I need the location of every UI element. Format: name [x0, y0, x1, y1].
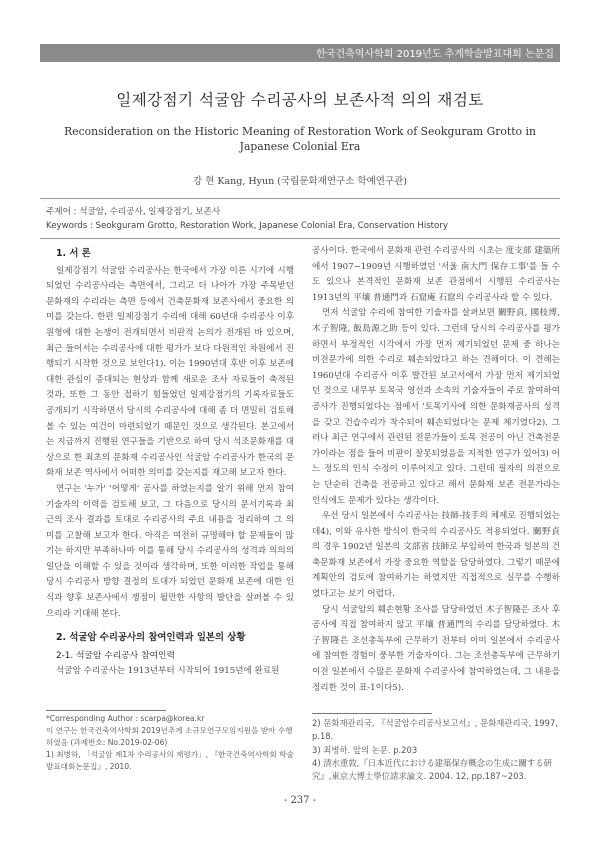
footnote-4: 4) 清水重敦,『日本近代における建築保存概念の生成に關する研究』,東京大博士學位請求論文. 2004. 12, pp.187~203.: [312, 757, 553, 782]
footnote-rule-left: [46, 710, 166, 711]
keywords-top-rule: [40, 198, 560, 199]
right-paragraph-4: 당시 석굴암의 훼손현황 조사를 담당하였던 木子智隆은 조사 후 공사에 직접 참여하지 않고 平壤 普通門의 수리를 담당하였다. 木子智隆은 조선총독부에 근무하기 전부터 이미 일본에서 수리공사에 참여한 경험이 풍부한 기술자이다. 그는 조선총독부에 근무하기 이전 일본에서 수많은 문화재 수리공사에 참여하였는데, 그 내용을 정리한 것이 표-1이다5).: [312, 604, 560, 693]
footnote-2: 2) 문화재관리국, 『석굴암수리공사보고서』, 문화재관리국, 1997, p.18.: [312, 718, 558, 742]
section2-paragraph-start: 석굴암 수리공사는 1913년부터 시작되어 1915년에 완료된: [56, 666, 280, 677]
footnote-1: 1) 최병하, 「석굴암 제1차 수리공사의 재평가」, 『한국건축역사학회 학술발표대회논문집』, 2010.: [46, 750, 294, 771]
section-heading-2: 2. 석굴암 수리공사의 참여인력과 일본의 상황: [56, 632, 246, 644]
paper-subtitle-english: Reconsideration on the Historic Meaning of Restoration Work of Seokguram Grotto in Japanese Colonial Era: [64, 125, 536, 153]
keywords-korean: 주제어 : 석굴암, 수리공사, 일제강점기, 보존사: [46, 207, 221, 217]
author-line: 강 현 Kang, Hyun (국립문화재연구소 학예연구관): [192, 176, 408, 187]
subsection-heading-2-1: 2-1. 석굴암 수리공사 참여인력: [56, 650, 176, 661]
right-text-column: [312, 244, 560, 696]
section-heading-introduction: 1. 서 론: [56, 248, 91, 259]
right-paragraph-2: 먼저 석굴암 수리에 참여한 기술자를 살펴보면 關野貞, 國枝博, 木子智隆, 飯島源之助 등이 있다. 그런데 당시의 수리공사를 평가하면서 부정적인 시각에서 가장 먼저 제기되었던 문제 중 하나는 비전문가에 의한 수리로 훼손되었다고 하는 견해이다. 이 견해는 1960년대 수리공사 이후 발간된 보고서에서 가장 먼저 제기되었던 것으로 내무부 토목국 영선과 소속의 기술자들이 주로 참여하여 공사가 진행되었다는 점에서 '토목기사에 의한 문화재공사의 성격을 갖고 건습수리가 착수되어 훼손되었다'는 문제 제기였다2). 그러나 최근 연구에서 관련된 전문가들이 토목 전공이 아닌 건축전문가이라는 점을 들어 비판이 잘못되었음을 지적한 연구가 있어3) 어느 정도의 인식 수정이 이루어지고 있다. 그런데 필자의 의견으로는 단순히 건축을 전공하고 있다고 해서 문화재 보존 전문가라는 인식에도 문제가 있다는 생각이다.: [312, 308, 560, 506]
footnotes-left: [46, 713, 296, 773]
right-paragraph-3: 우선 당시 일본에서 수리공사는 技師-技手의 체제로 진행되었는데4), 이와 유사한 방식이 한국의 수리공사도 적용되었다. 關野貞의 경우 1902년 일본의 文部省 技師로 부임하여 한국과 일본의 건축문화재 보존에서 가장 중요한 역할을 담당하였다. 그렇기 때문에 계획안의 검토에 참여하기는 하였지만 직접적으로 실무를 수행하였다고는 보기 어렵다.: [312, 511, 560, 600]
journal-header-text: 한국건축역사학회 2019년도 추계학술발표대회 논문집: [316, 49, 554, 60]
right-paragraph-1: 공사이다. 한국에서 문화재 관련 수리공사의 시초는 度支部 建築所에서 1907~1909년 시행하였던 '서울 南大門 保存工事'를 들 수도 있으나 본격적인 문화재 보존 관점에서 시행된 수리공사는 1913년의 平壤 普通門과 石窟庵 石窟의 수리공사라 할 수 있다.: [312, 246, 560, 303]
left-text-column: [46, 246, 294, 680]
footnotes-right: [312, 717, 562, 783]
footnote-corresponding-author: *Corresponding Author : scarpa@korea.kr: [46, 714, 205, 723]
intro-paragraph-2: 연구는 '누가' '어떻게' 공사를 하였는지를 알기 위해 먼저 참여기술자의 이력을 검토해 보고, 그 다음으로 당시의 문서기록과 최근의 조사 결과를 토대로 수리공사의 주요 내용을 정리하여 그 의미를 고찰해 보고자 한다. 아직은 여전히 규명해야 할 문제들이 많기는 하지만 부족하나마 이를 통해 당시 수리공사의 성격과 의의의 일단을 이해할 수 있을 것이라 생각하며, 또한 이러한 작업을 통해 당시 수리공사 방향 결정의 토대가 되었던 문화재 보존에 대한 인식과 향후 보존사에서 쟁점이 될만한 사항의 발단을 살펴볼 수 있으리라 기대해 본다.: [46, 483, 294, 619]
footnote-rule-right: [312, 713, 432, 714]
intro-paragraph-1: 일제강점기 석굴암 수리공사는 한국에서 가장 이른 시기에 시행되었던 수리공사라는 측면에서, 그리고 더 나아가 가장 주목받던 문화재의 수리라는 측면 등에서 건축문화재 보존사에서 중요한 의미를 갖는다. 한편 일제강점기 수리에 대해 60년대 수리공사 이후 원형에 대한 논쟁이 전개되면서 비판적 논의가 전개된 바 있으며, 최근 들어서는 수리공사에 대한 평가가 보다 다원적인 차원에서 진행되기 시작한 것으로 보인다1). 이는 1990년대 후반 이후 보존에 대한 관심이 증대되는 현상과 함께 새로운 조사 자료들이 축적된 것과, 또한 그 동안 접하기 힘들었던 일제강점기의 기록자료들도 공개되기 시작하면서 당시의 수리공사에 대해 좀 더 면밀히 검토해 볼 수 있는 여건이 마련되었기 때문인 것으로 생각된다. 본고에서는 지금까지 진행된 연구들을 기반으로 하여 당시 석조문화재를 대상으로 한 최초의 문화재 수리공사인 석굴암 수리공사가 한국의 문화재 보존 역사에서 어떠한 의미를 갖는지를 재고해 보고자 한다.: [46, 265, 294, 479]
footnote-3: 3) 최병하. 앞의 논문. p.203: [312, 744, 418, 755]
keywords-english: Keywords : Seokguram Grotto, Restoration Work, Japanese Colonial Era, Conservation History: [46, 221, 448, 231]
paper-title: 일제강점기 석굴암 수리공사의 보존사적 의의 재검토: [116, 91, 484, 109]
page-number: - 237 -: [283, 795, 317, 806]
keywords-bottom-rule: [40, 238, 560, 239]
journal-header-bar: [40, 44, 560, 62]
footnote-funding: 이 연구는 한국건축역사학회 2019년추계 소규모연구모임지원을 받아 수행하였음 (과제번호: No.2019-02-06): [46, 726, 293, 747]
